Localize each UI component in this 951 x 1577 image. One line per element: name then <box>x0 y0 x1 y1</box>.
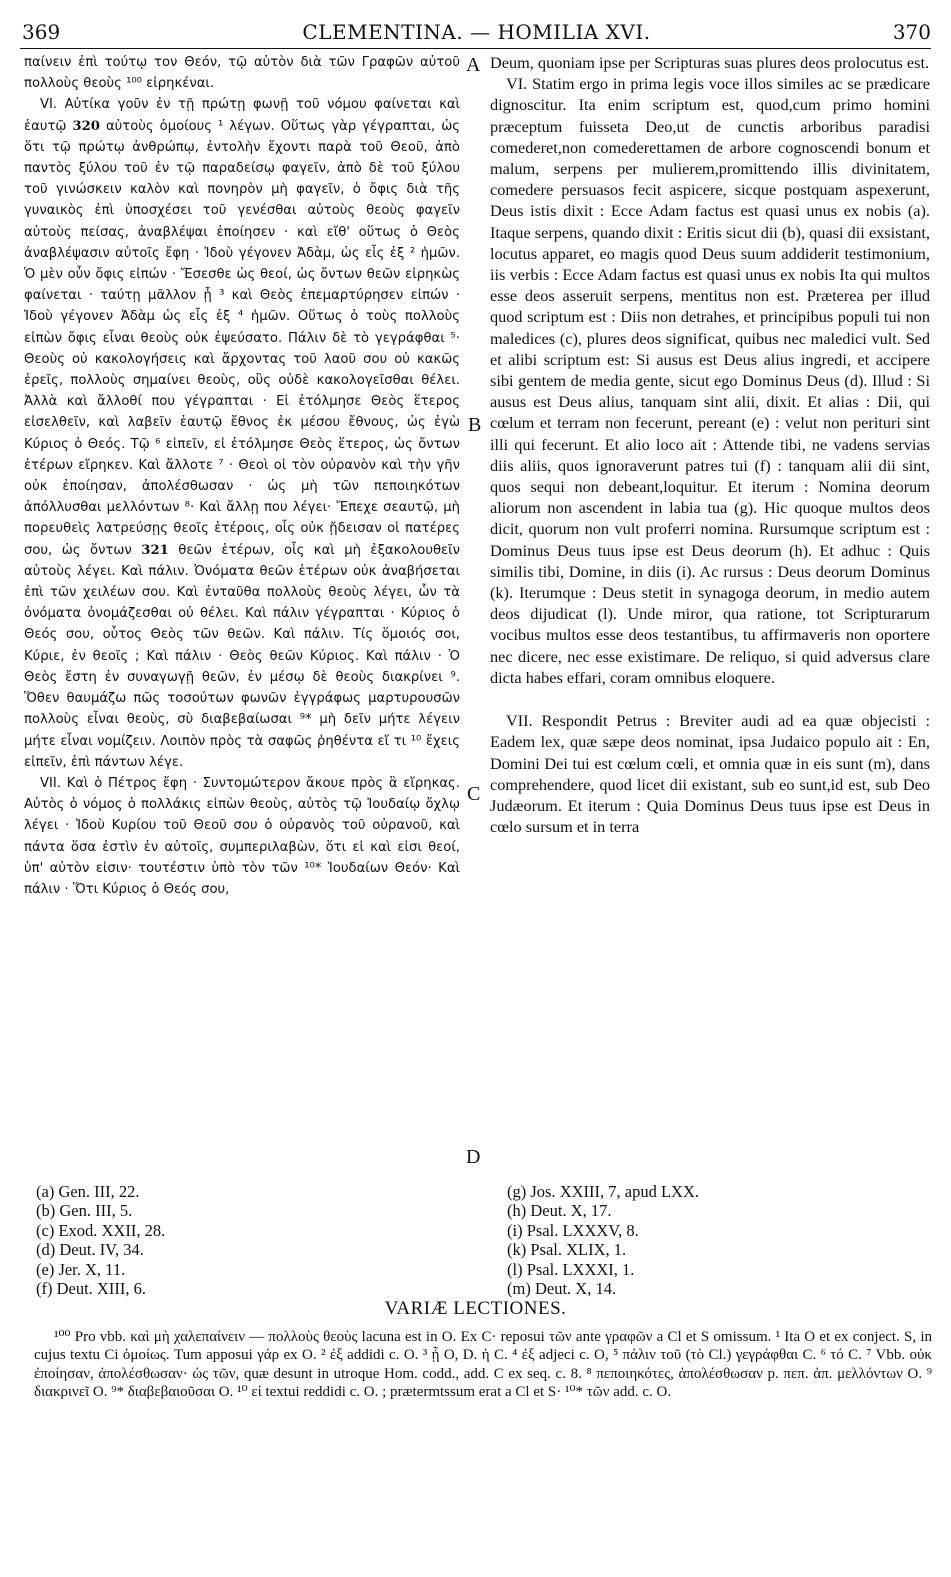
footnote: (d) Deut. IV, 34. <box>36 1240 144 1260</box>
margin-letter-c: C <box>467 783 481 805</box>
variae-lectiones-text: ¹⁰⁰ Pro vbb. καὶ μὴ χαλεπαίνειν — πολλοὺς θεοὺς lacuna est in O. Ex C· reposui τῶν ante γραφῶν a Cl et S omissum. ¹ Ita O et ex conject. S, in cujus textu Ci ὁμοίως. Tum apposui γάρ ex O. ² ἐξ addidi c. O. ³ ᾗ O, D. ἡ C. ⁴ ἐξ adjeci c. O, ⁵ πάλιν τοῦ (τὸ Cl.) γεγράφθαι C. ⁶ τό C. ⁷ Vbb. οὐκ ἐποίησαν, ἀπολέσθωσαν· ὡς τῶν, quæ desunt in utroque Hom. codd., add. C ex seq. c. 8. ⁸ πεποιηκότες, ἀπολέσθωσαν p. πεπ. ἀπ. μελλόντων O. ⁹ διακρινεῖ O. ⁹* διαβεβαιοῦσαι O. ¹⁰ εἰ textui reddidi c. O. ; prætermtssum erat a Cl et S· ¹⁰* τῶν add. c. O. <box>34 1329 932 1400</box>
footnotes-right <box>507 1182 699 1298</box>
running-title: CLEMENTINA. — HOMILIA XVI. <box>302 20 651 44</box>
margin-letter-a: A <box>466 54 481 76</box>
paragraph-gap <box>490 688 930 710</box>
footnote: (a) Gen. III, 22. <box>36 1182 140 1201</box>
footnote: (k) Psal. XLIX, 1. <box>507 1240 627 1260</box>
greek-section-vi <box>24 94 460 773</box>
page-number-right: 370 <box>892 20 931 44</box>
page-header <box>22 20 931 46</box>
page-number-left: 369 <box>22 20 61 44</box>
header-rule <box>20 48 931 49</box>
greek-section-vii: VII. Καὶ ὁ Πέτρος ἔφη · Συντομώτερον ἄκουε πρὸς ἃ εἴρηκας. Αὐτὸς ὁ νόμος ὁ πολλάκις εἰπὼν θεοὺς, αὐτὸς τῷ Ἰουδαίῳ ὄχλῳ λέγει · Ἰδοὺ Κυρίου τοῦ Θεοῦ σου ὁ οὐρανὸς τοῦ οὐρανοῦ, καὶ πάντα ὅσα ἐστὶν ἐν αὐτοῖς, συμπεριλαβὼν, ὅτι εἰ καὶ εἰσι θεοί, ὑπ' αὐτὸν εἰσιν· τουτέστιν ὑπὸ τὸν τῶν ¹⁰* Ἰουδαίων Θεόν· Καὶ πάλιν · Ὅτι Κύριος ὁ Θεός σου, <box>24 775 460 897</box>
footnote: (c) Exod. XXII, 28. <box>36 1220 166 1240</box>
margin-letter-d: D <box>466 1146 481 1168</box>
greek-column <box>24 52 460 900</box>
footnote: (e) Jer. X, 11. <box>36 1259 126 1279</box>
footnote: (m) Deut. X, 14. <box>507 1279 617 1299</box>
variae-lectiones <box>34 1328 932 1401</box>
margin-letter-b: B <box>468 414 482 436</box>
latin-text-continuation: Deum, quoniam ipse per Scripturas suas plures deos prolocutus est. <box>490 53 930 72</box>
footnote: (g) Jos. XXIII, 7, apud LXX. <box>507 1182 700 1201</box>
greek-text: αὐτοὺς ὁμοίους ¹ λέγων. Οὕτως γὰρ γέγραπται, ὡς ὅτι τῷ πρώτῳ ἀνθρώπῳ, ἐντολὴν ἔχοντι παρὰ τοῦ Θεοῦ, ἀπὸ παντὸς ξύλου τοῦ ἐν τῷ παραδείσῳ φαγεῖν, ἀπὸ δὲ τοῦ ξύλου τοῦ γινώσκειν καλὸν καὶ πονηρὸν μὴ φαγεῖν, ὁ ὄφις διὰ τῆς γυναικὸς ἐπὶ ὑποσχέσει τοῦ γενέσθαι αὐτοὺς θεοὺς φαγεῖν αὐτοὺς πείσας, ἀναβλέψαι ἐποίησεν · καὶ εἴθ' οὕτως ὁ Θεὸς ἀναβλέψασιν αὐτοῖς ἔφη · Ἰδοὺ γέγονεν Ἀδὰμ, ὡς εἷς ἐξ ² ἡμῶν. Ὁ μὲν οὖν ὄφις εἰπών · Ἔσεσθε ὡς θεοί, ὡς ὄντων θεῶν εἰρηκὼς φαίνεται · ταύτῃ μᾶλλον ᾗ ³ καὶ Θεὸς ἐπεμαρτύρησεν εἰπών · Ἰδοὺ γέγονεν Ἀδὰμ ὡς εἷς ἐξ ⁴ ἡμῶν. Οὕτως ὁ τοὺς πολλοὺς εἰπὼν ὄφις εἶναι θεοὺς οὐκ ἐψεύσατο. Πάλιν δὲ τὸ γεγράφθαι ⁵· Θεοὺς οὐ κακολογήσεις καὶ ἄρχοντας τοῦ λαοῦ σου οὐ κακῶς ἐρεῖς, πολλοὺς σημαίνει θεοὺς, οὓς οὐδὲ κακολογεῖσθαι θέλει. Ἀλλὰ καὶ ἄλλοθί που γέγραπται · Εἰ ἐτόλμησε Θεὸς ἕτερος εἰσελθεῖν, καὶ λαβεῖν ἑαυτῷ ἔθνος ἐκ μέσου ἔθνους, ὡς ἐγὼ Κύριος ὁ Θεός. Τῷ ⁶ εἰπεῖν, εἰ ἐτόλμησε Θεὸς ἕτερος, ὡς ὄντων ἑτέρων εἴρηκεν. Καὶ ἄλλοτε ⁷ · Θεοὶ οἱ τὸν οὐρανὸν καὶ τὴν γῆν οὐκ ἐποίησαν, ἀπολέσθωσαν · ὡς μὴ τῶν πεποιηκότων ἀπόλλυσθαι μελλόντων ⁸· Καὶ ἄλλῃ που λέγει· Ἔπεχε σεαυτῷ, μὴ πορευθεὶς λατρεύσῃς θεοῖς ἑτέροις, οἷς οὐκ ᾔδεισαν οἱ πατέρες σου, ὡς ὄντων <box>24 118 460 558</box>
footnotes-left <box>36 1182 165 1298</box>
footnote: (b) Gen. III, 5. <box>36 1201 133 1221</box>
footnote: (i) Psal. LXXXV, 8. <box>507 1220 639 1240</box>
latin-column <box>490 52 930 837</box>
footnote: (h) Deut. X, 17. <box>507 1201 612 1221</box>
variae-lectiones-heading: VARIÆ LECTIONES. <box>384 1298 567 1319</box>
greek-text-continuation: παίνειν ἐπὶ τούτῳ τον Θεόν, τῷ αὐτὸν διὰ τῶν Γραφῶν αὐτοῦ πολλοὺς θεοὺς ¹⁰⁰ εἰρηκέναι. <box>24 55 460 92</box>
footnote: (l) Psal. LXXXI, 1. <box>507 1259 635 1279</box>
column-number-320: 320 <box>72 118 100 134</box>
latin-section-vi: VI. Statim ergo in prima legis voce illos similes ac se prædicare dignoscitur. Ita enim scriptum est, quod,cum primo homini præceptum fuisseta Deo,ut de cunctis arboribus paradisi comederet,non comederettamen de arbore cognoscendi bonum et malum, serpens per mulierem,promittendo illis divinitatem, comedere persuasos fecit aspicere, sicque postquam aspexerunt, Deus istis dixit : Ecce Adam factus est quasi unus ex nobis (a). Itaque serpens, quando dixit : Eritis sicut dii (b), quasi dii exsistant, locutus apparet, eo magis quod Deus suum addiderit testimonium, iis verbis : Ecce Adam factus est quasi unus ex nobis Ita qui multos esse deos asseruit serpens, mentitus non est. Præterea per illud quod scriptum est : Diis non detrahes, et principibus populi tui non maledices (c), plures deos significat, quibus nec maledici vult. Sed et alibi scriptum est: Si ausus est Deus alius ingredi, et accipere sibi gentem de media gente, sicut ego Dominus Deus (d). Illud : Si ausus est Deus alius, tanquam sint alii, dixit. Et alias : Dii, qui cœlum et terram non fecerunt, pereant (e) : velut non perituri sint illi qui fecerunt. Et alio loco ait : Attende tibi, ne vadens servias diis aliis, quos ignoraverunt patres tui (f) : tanquam alii dii sint, quos sequi non debeant,loquitur. Et iterum : Nomina deorum aliorum non ascendent in labia tua (g). Hic quoque multos deos dicit, quorum non vult proferri nomina. Rursumque scriptum est : Dominus Deus tuus ipse est Deus deorum (h). Et adhuc : Quis similis tibi, Domine, in diis (i). Ac rursus : Deus deorum Dominus (k). Iterumque : Deus stetit in synagoga deorum, in medio autem deos dijudicat (l). Unde miror, qua ratione, tot Scripturarum vocibus multos esse deos testantibus, tu affirmaveris non oportere nec dicere, nec esse existimare. De reliquo, si quid adversus clare dicta habes effari, coram omnibus eloquere. <box>490 74 930 687</box>
latin-section-vii: VII. Respondit Petrus : Breviter audi ad ea quæ objecisti : Eadem lex, quæ sæpe deos nominat, ipsa Judaico populo ait : En, Domini Dei tui est cœlum cœli, et omnia quæ in eis sunt (m), dans comprehendere, quod licet dii existant, sub eo sunt,id est, sub Deo Judæorum. Et iterum : Quia Dominus Deus tuus ipse est Deus in cœlo sursum et in terra <box>490 711 930 837</box>
greek-text: VI. Αὐτίκα γοῦν ἐν τῇ πρώτῃ φωνῇ τοῦ νόμου φαίνεται καὶ ἑαυτῷ <box>24 97 460 134</box>
greek-text: θεῶν ἑτέρων, οἷς καὶ μὴ ἐξακολουθεῖν αὐτοὺς λέγει. Καὶ πάλιν. Ὀνόματα θεῶν ἑτέρων οὐκ ἀναβήσεται ἐπὶ τῶν χειλέων σου. Καὶ ἐνταῦθα πολλοὺς θεοὺς λέγει, ὧν τὰ ὀνόματα ὀνομάζεσθαι οὐ θέλει. Καὶ πάλιν γέγραπται · Κύριος ὁ Θεός σου, οὗτος Θεὸς τῶν θεῶν. Καὶ πάλιν. Τίς ὅμοιός σοι, Κύριε, ἐν θεοῖς ; Καὶ πάλιν · Θεὸς θεῶν Κύριος. Καὶ πάλιν · Ὁ Θεὸς ἔστη ἐν συναγωγῇ θεῶν, ἐν μέσῳ δὲ θεοὺς διακρίνει ⁹. Ὅθεν θαυμάζω πῶς τοσούτων φωνῶν ἐγγράφως μαρτυρουσῶν πολλοὺς εἶναι θεοὺς, σὺ διαβεβαίωσαι ⁹* μὴ δεῖν μήτε λέγειν μήτε εἶναι νομίζειν. Λοιπὸν πρὸς τὰ σαφῶς ῥηθέντα εἴ τι ¹⁰ ἔχεις εἰπεῖν, ἐπὶ πάντων λέγε. <box>24 542 460 770</box>
footnote: (f) Deut. XIII, 6. <box>36 1279 146 1299</box>
column-number-321: 321 <box>141 542 169 558</box>
